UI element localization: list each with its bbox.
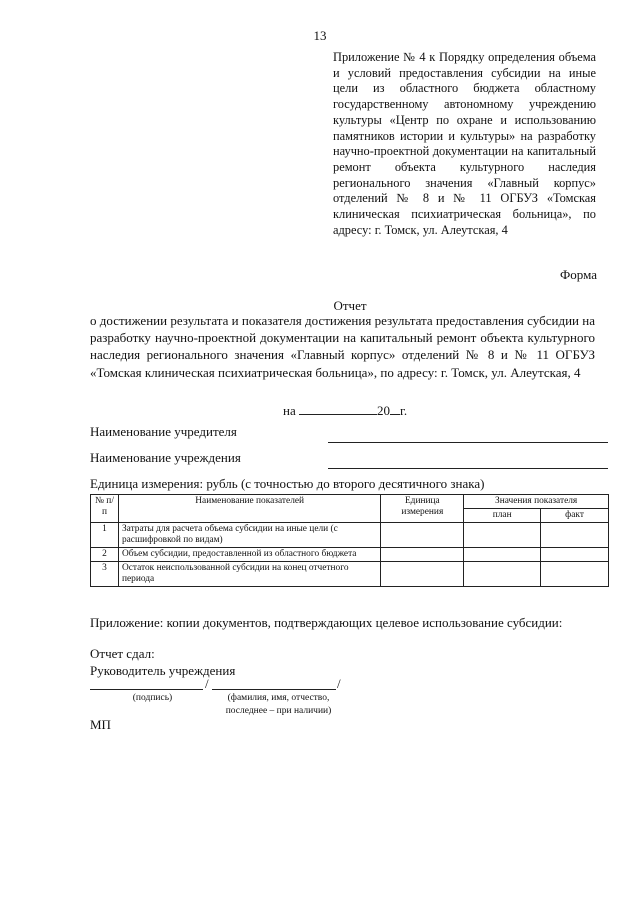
report-title: Отчет xyxy=(333,298,367,313)
row-name: Затраты для расчета объема субсидии на иные цели (с расшифровкой по видам) xyxy=(118,523,380,548)
date-year: 20 xyxy=(376,403,390,418)
row-name: Остаток неиспользованной субсидии на конец отчетного периода xyxy=(118,562,380,587)
header-name: Наименование показателей xyxy=(118,495,380,523)
founder-label: Наименование учредителя xyxy=(90,424,237,439)
row-plan[interactable] xyxy=(464,548,541,562)
row-plan[interactable] xyxy=(464,562,541,587)
head-label: Руководитель учреждения xyxy=(90,663,236,678)
signature-caption: (подпись) xyxy=(132,693,173,703)
slash-separator: / xyxy=(337,676,341,691)
table-row xyxy=(91,562,609,587)
stamp-place: МП xyxy=(90,717,111,732)
row-unit[interactable] xyxy=(381,562,464,587)
slash-separator: / xyxy=(205,676,209,691)
year-blank[interactable] xyxy=(390,402,400,415)
header-plan: план xyxy=(464,509,541,523)
report-subject: о достижении результата и показателя достижения результата предоставления субсидии на разработку научно-проектной документации на капитальный ремонт объекта культурного наследия регионального значения «Главный корпус» отделений № 8 и № 11 ОГБУЗ «Томская клиническая психиатрическая больница», по адресу: г. Томск, ул. Алеутская, 4 xyxy=(90,313,595,380)
attachment-line: Приложение: копии документов, подтверждающих целевое использование субсидии: xyxy=(90,615,563,630)
date-blank[interactable] xyxy=(299,402,377,415)
header-unit: Единица измерения xyxy=(381,495,464,523)
signature-field[interactable] xyxy=(90,689,203,690)
form-label: Форма xyxy=(560,267,597,282)
name-caption-line1: (фамилия, имя, отчество, xyxy=(227,693,330,703)
row-unit[interactable] xyxy=(381,548,464,562)
table-row xyxy=(91,523,609,548)
submitted-label: Отчет сдал: xyxy=(90,646,155,661)
name-caption xyxy=(206,692,351,718)
date-suffix: г. xyxy=(399,403,408,418)
row-plan[interactable] xyxy=(464,523,541,548)
institution-field[interactable] xyxy=(328,468,608,469)
row-fact[interactable] xyxy=(541,523,609,548)
founder-field[interactable] xyxy=(328,442,608,443)
row-fact[interactable] xyxy=(541,548,609,562)
name-caption-line2: последнее – при наличии) xyxy=(225,706,332,716)
row-num: 3 xyxy=(91,562,119,587)
row-num: 1 xyxy=(91,523,119,548)
page-number: 13 xyxy=(313,28,327,43)
header-values: Значения показателя xyxy=(464,495,609,509)
header-fact: факт xyxy=(541,509,609,523)
row-unit[interactable] xyxy=(381,523,464,548)
full-name-field[interactable] xyxy=(212,689,336,690)
row-name: Объем субсидии, предоставленной из областного бюджета xyxy=(118,548,380,562)
institution-label: Наименование учреждения xyxy=(90,450,241,465)
indicators-table xyxy=(90,494,609,587)
report-date-line xyxy=(283,402,407,419)
unit-of-measure: Единица измерения: рубль (с точностью до второго десятичного знака) xyxy=(90,476,485,491)
date-prefix: на xyxy=(283,403,296,418)
row-fact[interactable] xyxy=(541,562,609,587)
appendix-note: Приложение № 4 к Порядку определения объема и условий предоставления субсидии на иные цели из областного бюджета областному государственному автономному учреждению культуры «Центр по охране и использованию памятников истории и культуры» на разработку научно-проектной документации на капитальный ремонт объекта культурного наследия регионального значения «Главный корпус» отделений № 8 и № 11 ОГБУЗ «Томская клиническая психиатрическая больница», по адресу: г. Томск, ул. Алеутская, 4 xyxy=(333,50,596,237)
row-num: 2 xyxy=(91,548,119,562)
table-row xyxy=(91,548,609,562)
header-num: № п/п xyxy=(91,495,119,523)
